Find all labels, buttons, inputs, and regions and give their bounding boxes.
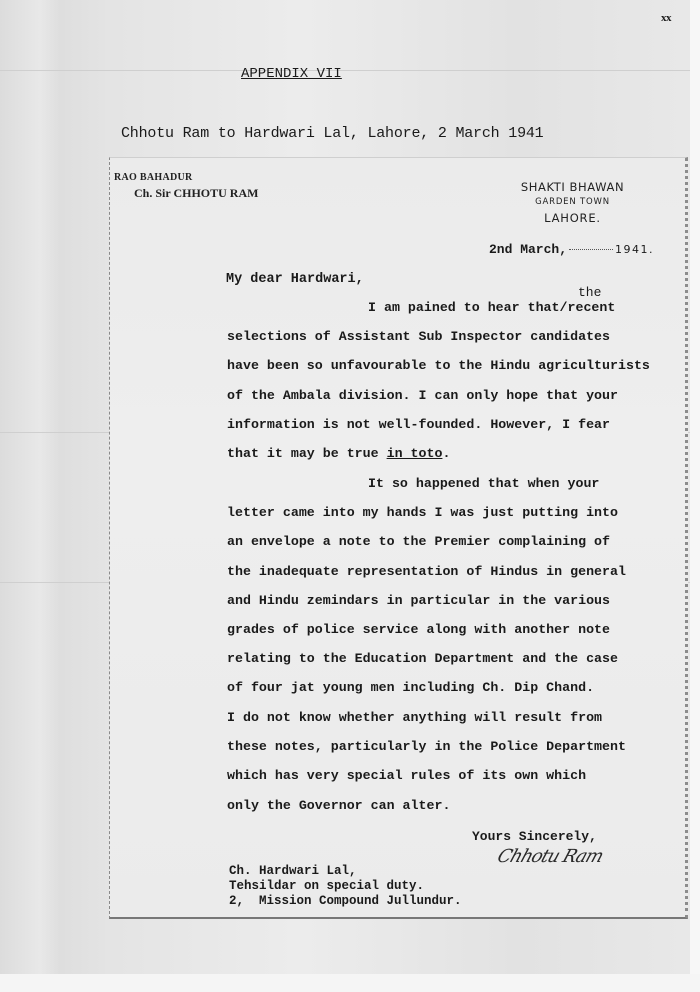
handwritten-insertion: the [578, 285, 602, 300]
page-edge [690, 0, 700, 992]
appendix-title: APPENDIX VII [241, 66, 342, 82]
page-edge-bottom [0, 974, 700, 992]
salutation: My dear Hardwari, [226, 272, 364, 287]
signature: Chhotu Ram [494, 846, 606, 867]
letterhead-address-line1: SHAKTI BHAWAN [520, 180, 625, 194]
body-line: these notes, particularly in the Police Department [227, 739, 626, 754]
body-line: I do not know whether anything will result from [227, 710, 603, 725]
date-year: 1941. [615, 243, 655, 256]
address-line: Ch. Hardwari Lal, [229, 864, 357, 878]
body-line: only the Governor can alter. [227, 798, 451, 813]
letterhead-title: RAO BAHADUR [114, 172, 193, 183]
body-line: the inadequate representation of Hindus in general [227, 564, 626, 579]
date-day-month: 2nd March, [489, 242, 568, 257]
body-line: information is not well-founded. However, I fear [227, 417, 611, 432]
letterhead-address-line3: LAHORE. [544, 211, 601, 225]
body-line: letter came into my hands I was just putting into [227, 505, 618, 520]
page-number: xx [661, 12, 671, 24]
address-line: Tehsildar on special duty. [229, 879, 425, 893]
body-line: have been so unfavourable to the Hindu agriculturists [227, 358, 650, 373]
closing: Yours Sincerely, [472, 829, 597, 844]
body-line-text: that it may be true [227, 446, 387, 461]
letterhead-address-line2: GARDEN TOWN [535, 197, 610, 207]
body-line: selections of Assistant Sub Inspector candidates [227, 329, 611, 344]
body-line: grades of police service along with another note [227, 622, 611, 637]
recipient-address [229, 864, 462, 909]
body-line: which has very special rules of its own which [227, 768, 587, 783]
body-line: and Hindu zemindars in particular in the various [227, 593, 611, 608]
document-caption: Chhotu Ram to Hardwari Lal, Lahore, 2 March 1941 [121, 125, 544, 142]
body-line [227, 444, 450, 464]
address-line: 2, Mission Compound Jullundur. [229, 894, 462, 908]
body-line: an envelope a note to the Premier complaining of [227, 534, 611, 549]
letterhead-name: Ch. Sir CHHOTU RAM [134, 186, 259, 200]
letterhead-left [114, 172, 258, 201]
letter-date [489, 242, 654, 257]
scan-streak [0, 70, 690, 71]
letterhead-address [500, 180, 645, 225]
body-line: relating to the Education Department and the case [227, 651, 618, 666]
emphasis-suffix: . [442, 446, 451, 461]
body-line: It so happened that when your [368, 476, 600, 491]
body-line: I am pained to hear that/recent [368, 300, 616, 315]
body-line: of four jat young men including Ch. Dip Chand. [227, 680, 595, 695]
emphasis-in-toto: in toto [386, 446, 443, 461]
body-line: of the Ambala division. I can only hope that your [227, 388, 618, 403]
date-dotted-rule [569, 249, 613, 250]
